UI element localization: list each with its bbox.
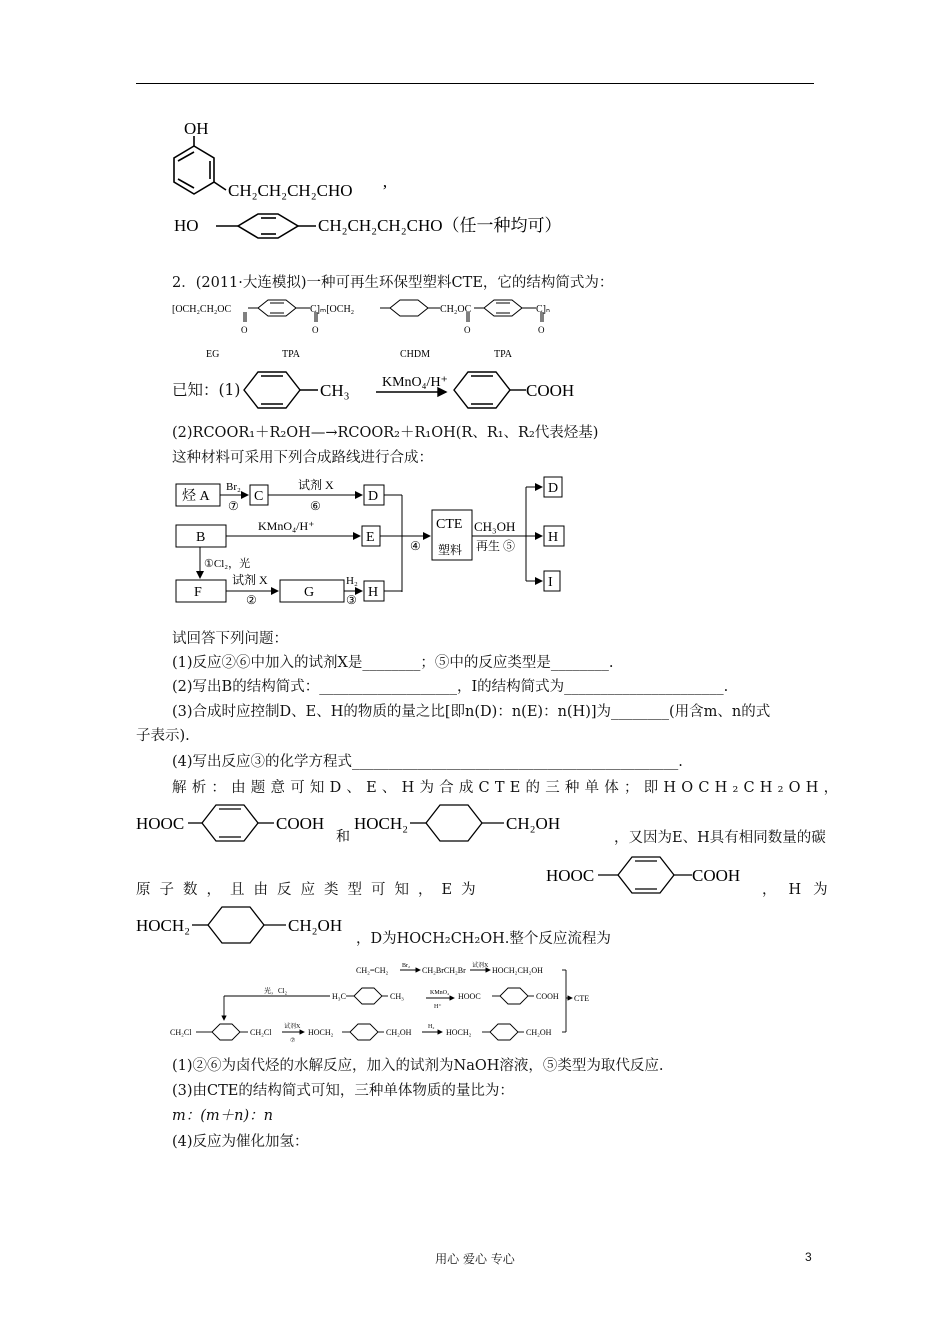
svg-text:CH₃: CH₃ [390, 992, 404, 1001]
svg-text:O: O [312, 325, 319, 335]
questions-prompt: 试回答下列问题： [172, 631, 288, 647]
svg-text:G: G [304, 585, 315, 600]
svg-text:CH₂OC: CH₂OC [440, 304, 472, 315]
chain-1: CH₂CH₂CH₂CHO [228, 181, 353, 200]
svg-text:CH₂=CH₂: CH₂=CH₂ [356, 966, 389, 975]
svg-text:HOCH₂: HOCH₂ [354, 814, 409, 833]
structure-h [136, 902, 360, 948]
svg-text:Br₂: Br₂ [402, 963, 411, 969]
footer-text: 用心 爱心 专心 [435, 1252, 515, 1266]
svg-text:①Cl₂，光: ①Cl₂，光 [204, 558, 251, 570]
svg-text:光，Cl₂: 光，Cl₂ [264, 987, 288, 995]
svg-text:H⁺: H⁺ [434, 1004, 442, 1010]
svg-text:KMnO₄/H⁺: KMnO₄/H⁺ [382, 375, 448, 390]
svg-text:KMnO₄/H⁺: KMnO₄/H⁺ [258, 519, 315, 533]
page-number: 3 [805, 1250, 812, 1264]
label-tpa-2: TPA [494, 349, 512, 360]
header-rule [136, 83, 814, 84]
benzene-ring-1 [174, 146, 214, 194]
svg-text:CTE: CTE [574, 994, 590, 1003]
svg-text:③: ③ [346, 593, 357, 607]
svg-text:CH₂BrCH₂Br: CH₂BrCH₂Br [422, 966, 466, 975]
svg-text:COOH: COOH [536, 992, 559, 1001]
known-reaction-2: (2)RCOOR₁＋R₂OH—→RCOOR₂＋R₁OH(R、R₁、R₂代表烃基) [172, 425, 599, 441]
svg-text:试剂X: 试剂X [284, 1024, 301, 1030]
oh-label: OH [184, 119, 209, 138]
svg-text:D: D [368, 489, 379, 504]
svg-text:F: F [194, 585, 202, 600]
answer-3: (3)由CTE的结构简式可知，三种单体物质的量比为： [172, 1083, 514, 1099]
analysis-line-4-tail: ，D为HOCH₂CH₂OH.整个反应流程为 [356, 931, 611, 947]
synthesis-flow [170, 470, 590, 610]
question-2: (2)写出B的结构简式：___________________，I的结构简式为______________________. [172, 679, 729, 695]
top-structures [160, 118, 580, 268]
svg-text:试剂X: 试剂X [472, 963, 489, 969]
svg-text:KMnO₄: KMnO₄ [430, 990, 450, 996]
svg-text:⑥: ⑥ [310, 499, 321, 513]
comma: ’ [382, 181, 388, 200]
svg-text:COOH: COOH [526, 381, 575, 400]
answer-1: (1)②⑥为卤代烃的水解反应，加入的试剂为NaOH溶液，⑤类型为取代反应. [172, 1058, 664, 1074]
svg-text:CH₂OH: CH₂OH [288, 916, 343, 935]
svg-text:和: 和 [336, 830, 350, 845]
question-3-cont: 子表示). [136, 728, 190, 744]
analysis-line-1: 解析：由题意可知D、E、H为合成CTE的三种单体；即HOCH₂CH₂OH， [172, 780, 844, 796]
svg-text:CH₂OH: CH₂OH [386, 1028, 412, 1037]
svg-text:COOH: COOH [692, 866, 741, 885]
svg-text:试剂 X: 试剂 X [298, 478, 334, 492]
answer-3-ratio: m：(m＋n)：n [172, 1108, 273, 1124]
label-tpa-1: TPA [282, 349, 300, 360]
svg-text:C]ₘ[OCH₂: C]ₘ[OCH₂ [310, 304, 355, 315]
route-intro: 这种材料可采用下列合成路线进行合成： [172, 450, 433, 466]
svg-text:O: O [538, 325, 545, 335]
reaction-scheme [170, 958, 600, 1046]
svg-text:HOCH₂: HOCH₂ [446, 1028, 472, 1037]
svg-text:CH₂Cl: CH₂Cl [170, 1028, 192, 1037]
svg-text:HOCH₂: HOCH₂ [308, 1028, 334, 1037]
question-3: (3)合成时应控制D、E、H的物质的量之比[即n(D)：n(E)：n(H)]为________(用含m、n的式 [172, 704, 771, 720]
svg-text:CH₂OH: CH₂OH [526, 1028, 552, 1037]
question-4: (4)写出反应③的化学方程式_____________________________________________. [172, 754, 683, 770]
svg-text:HOOC: HOOC [136, 814, 185, 833]
label-eg: EG [206, 349, 220, 360]
svg-text:O: O [241, 325, 248, 335]
ho-label: HO [174, 216, 199, 235]
question-1: (1)反应②⑥中加入的试剂X是________；⑤中的反应类型是________. [172, 655, 614, 671]
svg-text:B: B [196, 530, 206, 545]
svg-text:H₂: H₂ [428, 1024, 435, 1030]
svg-text:D: D [548, 481, 559, 496]
svg-text:CH₃: CH₃ [320, 381, 350, 400]
known-label: 已知：(1) [172, 381, 241, 399]
analysis-line-3-head: 原子数，且由反应类型可知，E为 [136, 882, 485, 898]
question-2-intro: 2．(2011·大连模拟)一种可再生环保型塑料CTE，它的结构简式为： [172, 275, 614, 291]
svg-text:H: H [548, 530, 559, 545]
analysis-structures-row1 [136, 800, 606, 846]
svg-text:C]ₙ: C]ₙ [536, 304, 550, 315]
svg-text:HOCH₂: HOCH₂ [136, 916, 191, 935]
svg-text:②: ② [246, 593, 257, 607]
known-reaction-1 [236, 366, 586, 414]
svg-text:CH₃OH: CH₃OH [474, 519, 516, 534]
svg-text:I: I [548, 575, 553, 590]
svg-text:塑料: 塑料 [438, 543, 463, 557]
svg-text:H: H [368, 585, 379, 600]
analysis-line-3-tail: ，H为 [762, 882, 840, 898]
svg-text:CH₂OH: CH₂OH [506, 814, 561, 833]
svg-text:HOCH₂CH₂OH: HOCH₂CH₂OH [492, 966, 543, 975]
svg-text:[OCH₂CH₂OC: [OCH₂CH₂OC [172, 304, 232, 315]
svg-text:H₃C: H₃C [332, 992, 346, 1001]
analysis-line-2-tail: ，又因为E、H具有相同数量的碳 [614, 830, 826, 846]
svg-text:COOH: COOH [276, 814, 325, 833]
svg-text:再生 ⑤: 再生 ⑤ [476, 539, 516, 553]
svg-text:烃 A: 烃 A [182, 489, 210, 504]
svg-text:E: E [366, 530, 375, 545]
svg-text:HOOC: HOOC [546, 866, 595, 885]
svg-text:O: O [464, 325, 471, 335]
chain-2: CH₂CH₂CH₂CHO（任一种均可） [318, 216, 562, 235]
svg-text:C: C [254, 489, 264, 504]
svg-text:④: ④ [410, 539, 421, 553]
svg-text:⑦: ⑦ [228, 499, 239, 513]
svg-text:CTE: CTE [436, 517, 463, 532]
svg-text:Br₂: Br₂ [226, 481, 241, 493]
svg-text:⑦: ⑦ [290, 1038, 296, 1044]
label-chdm: CHDM [400, 349, 431, 360]
answer-4: (4)反应为催化加氢： [172, 1134, 309, 1150]
svg-text:H₂: H₂ [346, 575, 358, 587]
svg-text:HOOC: HOOC [458, 992, 481, 1001]
svg-text:试剂 X: 试剂 X [232, 573, 268, 587]
polymer-structure [172, 296, 572, 364]
svg-text:CH₂Cl: CH₂Cl [250, 1028, 272, 1037]
structure-e [546, 852, 758, 898]
